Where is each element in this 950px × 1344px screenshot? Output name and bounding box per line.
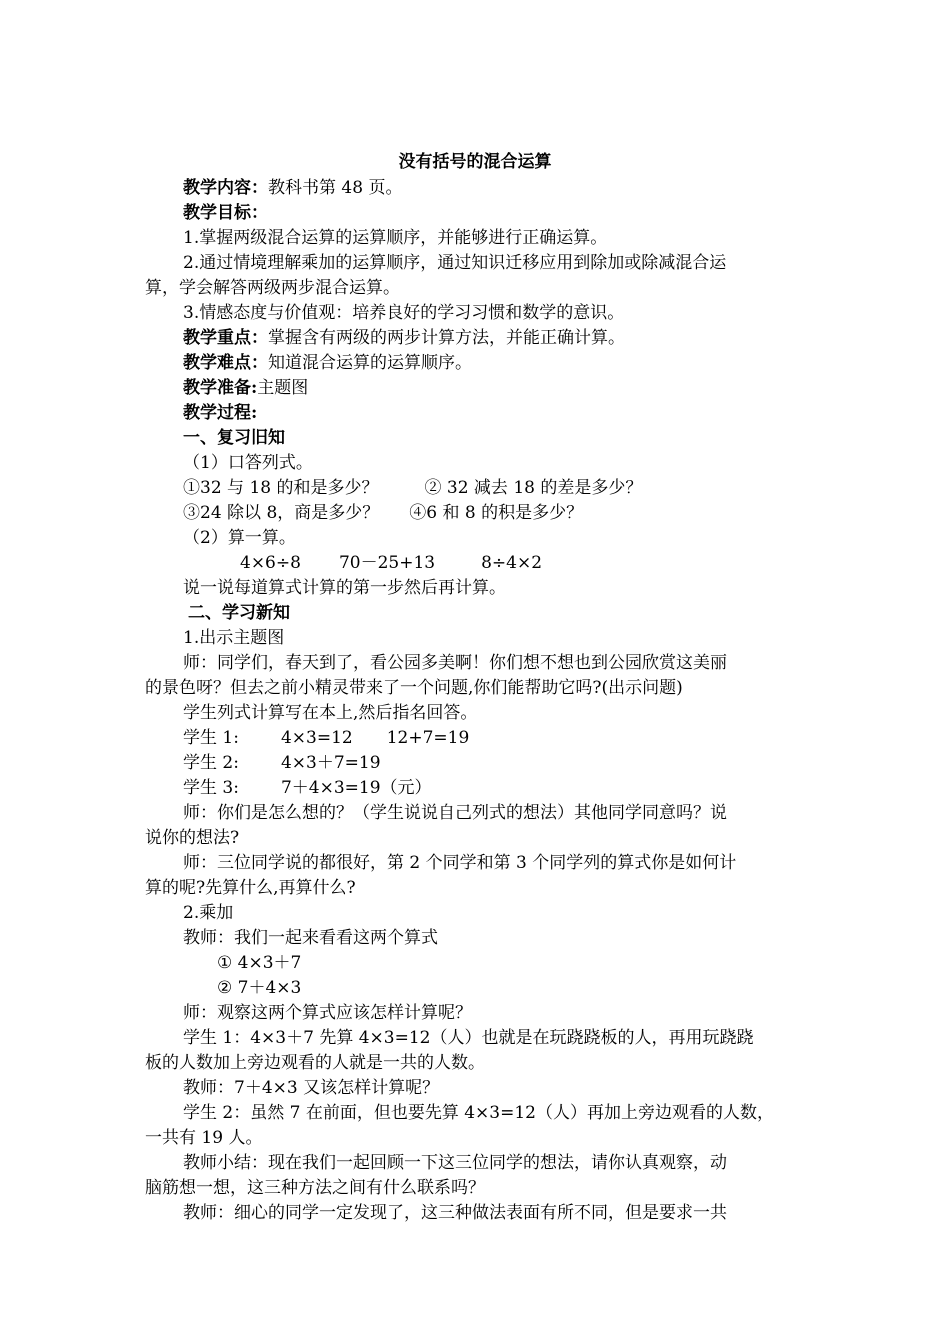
teaching-key [183, 326, 843, 350]
student-task: 学生列式计算写在本上,然后指名回答。 [183, 703, 478, 723]
teaching-content [183, 176, 843, 200]
student-1-label: 学生 1: [183, 728, 239, 748]
teaching-prep [183, 376, 843, 400]
expression-3: 8÷4×2 [481, 553, 543, 573]
teacher-summary-line2: 脑筋想一想，这三种方法之间有什么联系吗？ [145, 1178, 485, 1198]
calc-note: 说一说每道算式计算的第一步然后再计算。 [183, 578, 506, 598]
teaching-difficulty-label: 教学难点： [183, 353, 268, 373]
student-2-explain-line1: 学生 2：虽然 7 在前面，但也要先算 4×3=12（人）再加上旁边观看的人数， [183, 1103, 774, 1123]
calc-title: （2）算一算。 [183, 528, 296, 548]
teacher-observe: 师：观察这两个算式应该怎样计算呢？ [183, 1003, 472, 1023]
teacher-question-line1: 师：你们是怎么想的？（学生说说自己列式的想法）其他同学同意吗？说 [183, 803, 727, 823]
teaching-key-text: 掌握含有两级的两步计算方法，并能正确计算。 [268, 328, 625, 348]
student-1-answer [183, 726, 843, 750]
teacher-comment-line1: 师：三位同学说的都很好，第 2 个同学和第 3 个同学列的算式你是如何计 [183, 853, 737, 873]
student-2-explain-line2: 一共有 19 人。 [145, 1128, 263, 1148]
question-row-1 [183, 476, 843, 500]
goal-1: 1.掌握两级混合运算的运算顺序，并能够进行正确运算。 [183, 228, 608, 248]
student-2-expression: 4×3＋7=19 [280, 753, 381, 773]
teacher-ask: 教师：7＋4×3 又该怎样计算呢？ [183, 1078, 440, 1098]
formula-2: ② 7＋4×3 [217, 978, 302, 998]
question-1: ①32 与 18 的和是多少？ [183, 478, 379, 498]
oral-questions-title: （1）口答列式。 [183, 453, 313, 473]
goal-3: 3.情感态度与价值观：培养良好的学习习惯和数学的意识。 [183, 303, 625, 323]
para-show-image: 1.出示主题图 [183, 628, 285, 648]
student-3-answer [183, 776, 843, 800]
goal-2-line2: 算，学会解答两级两步混合运算。 [145, 278, 400, 298]
teacher-comment-line2: 算的呢?先算什么,再算什么? [145, 878, 356, 898]
section-1-heading: 一、复习旧知 [183, 428, 285, 448]
teaching-goals-label: 教学目标： [183, 203, 268, 223]
question-4: ④6 和 8 的积是多少？ [409, 503, 584, 523]
teaching-prep-label: 教学准备: [183, 378, 258, 398]
student-1-explain-line1: 学生 1：4×3＋7 先算 4×3=12（人）也就是在玩跷跷板的人，再用玩跷跷 [183, 1028, 754, 1048]
question-2: ② 32 减去 18 的差是多少？ [424, 478, 643, 498]
student-3-expression: 7＋4×3=19（元） [280, 778, 432, 798]
teaching-process-label: 教学过程: [183, 403, 258, 423]
section-2-heading: 二、学习新知 [188, 603, 290, 623]
expression-1: 4×6÷8 [240, 553, 301, 573]
student-1-explain-line2: 板的人数加上旁边观看的人就是一共的人数。 [145, 1053, 485, 1073]
teaching-difficulty [183, 351, 843, 375]
teacher-intro-line2: 的景色呀？但去之前小精灵带来了一个问题,你们能帮助它吗?(出示问题) [145, 678, 683, 698]
question-3: ③24 除以 8，商是多少？ [183, 503, 380, 523]
calc-expressions [240, 551, 900, 575]
para-multiply-add: 2.乘加 [183, 903, 234, 923]
student-1-step1: 4×3=12 [280, 728, 353, 748]
teaching-key-label: 教学重点： [183, 328, 268, 348]
teaching-prep-text: 主题图 [257, 378, 309, 398]
teaching-difficulty-text: 知道混合运算的运算顺序。 [268, 353, 472, 373]
student-1-step2: 12+7=19 [386, 728, 470, 748]
teacher-question-line2: 说你的想法? [145, 828, 240, 848]
question-row-2 [183, 501, 843, 525]
teacher-two-formulas: 教师：我们一起来看看这两个算式 [183, 928, 438, 948]
student-2-label: 学生 2: [183, 753, 239, 773]
teaching-content-text: 教科书第 48 页。 [268, 178, 403, 198]
goal-2-line1: 2.通过情境理解乘加的运算顺序，通过知识迁移应用到除加或除减混合运 [183, 253, 727, 273]
teaching-content-label: 教学内容： [183, 178, 268, 198]
student-2-answer [183, 751, 843, 775]
teacher-summary-line1: 教师小结：现在我们一起回顾一下这三位同学的想法，请你认真观察，动 [183, 1153, 727, 1173]
page-title: 没有括号的混合运算 [398, 152, 552, 172]
expression-2: 70－25+13 [338, 553, 436, 573]
formula-1: ① 4×3＋7 [217, 953, 302, 973]
teacher-intro-line1: 师：同学们，春天到了，看公园多美啊！你们想不想也到公园欣赏这美丽 [183, 653, 727, 673]
teacher-conclusion: 教师：细心的同学一定发现了，这三种做法表面有所不同，但是要求一共 [183, 1203, 727, 1223]
student-3-label: 学生 3: [183, 778, 239, 798]
